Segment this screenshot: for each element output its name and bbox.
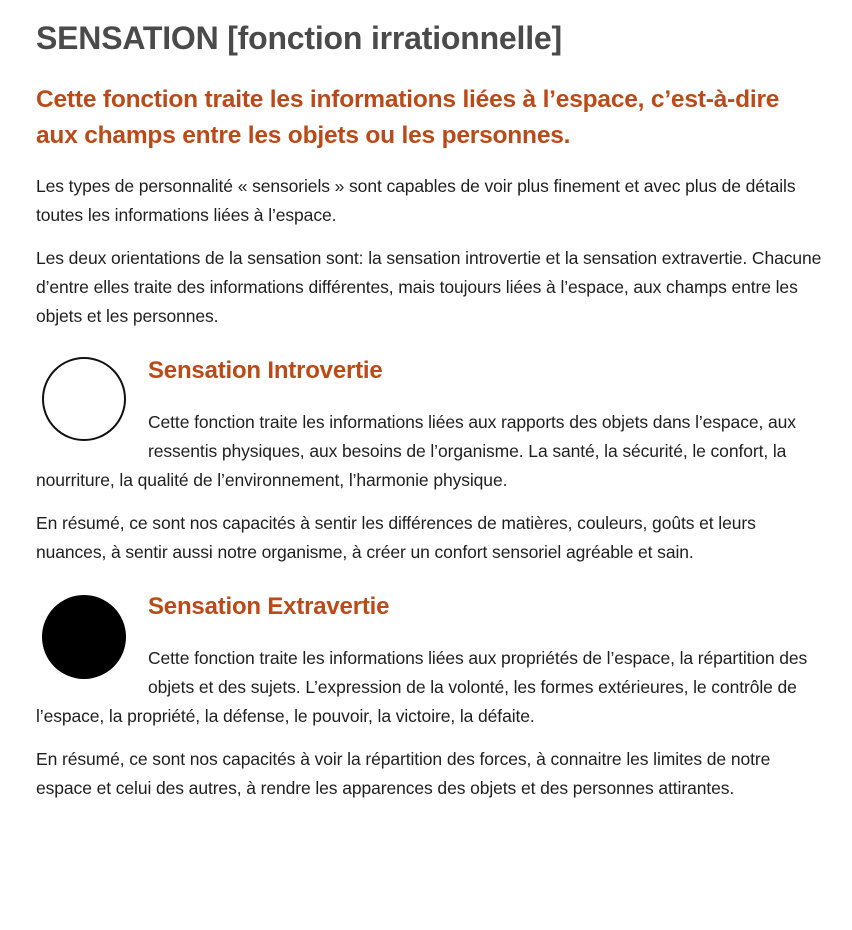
section-sensation-extravertie [36,591,822,803]
section-resume-introvertie: En résumé, ce sont nos capacités à sentir les différences de matières, couleurs, goûts et leurs nuances, à sentir aussi notre organisme, à créer un confort sensoriel agréable et sain. [36,513,756,562]
section-body-introvertie: Cette fonction traite les informations liées aux rapports des objets dans l’espace, aux ressentis physiques, aux besoins de l’organisme. La santé, la sécurité, le confort, la nourriture, la qualité de l’environnement, l’harmonie physique. [36,412,796,490]
section-resume-extravertie: En résumé, ce sont nos capacités à voir la répartition des forces, à connaitre les limites de notre espace et celui des autres, à rendre les apparences des objets et des personnes attirantes. [36,749,771,798]
intro-paragraph-2: Les deux orientations de la sensation sont: la sensation introvertie et la sensation extravertie. Chacune d’entre elles traite des informations différentes, mais toujours liées à l’espace, aux champs entre les objets et les personnes. [36,248,822,326]
filled-circle-icon [42,595,126,679]
page-title: SENSATION [fonction irrationnelle] [36,20,562,56]
section-title-extravertie: Sensation Extravertie [148,593,390,620]
open-circle-icon [42,357,126,441]
page-subtitle: Cette fonction traite les informations liées à l’espace, c’est-à-dire aux champs entre les objets ou les personnes. [36,86,780,149]
section-body-extravertie: Cette fonction traite les informations liées aux propriétés de l’espace, la répartition des objets et des sujets. L’expression de la volonté, les formes extérieures, le contrôle de l’espace, la propriété, la défense, le pouvoir, la victoire, la défaite. [36,648,808,726]
intro-paragraph-1: Les types de personnalité « sensoriels » sont capables de voir plus finement et avec plus de détails toutes les informations liées à l’espace. [36,176,796,225]
section-title-introvertie: Sensation Introvertie [148,357,383,384]
section-sensation-introvertie [36,355,822,567]
